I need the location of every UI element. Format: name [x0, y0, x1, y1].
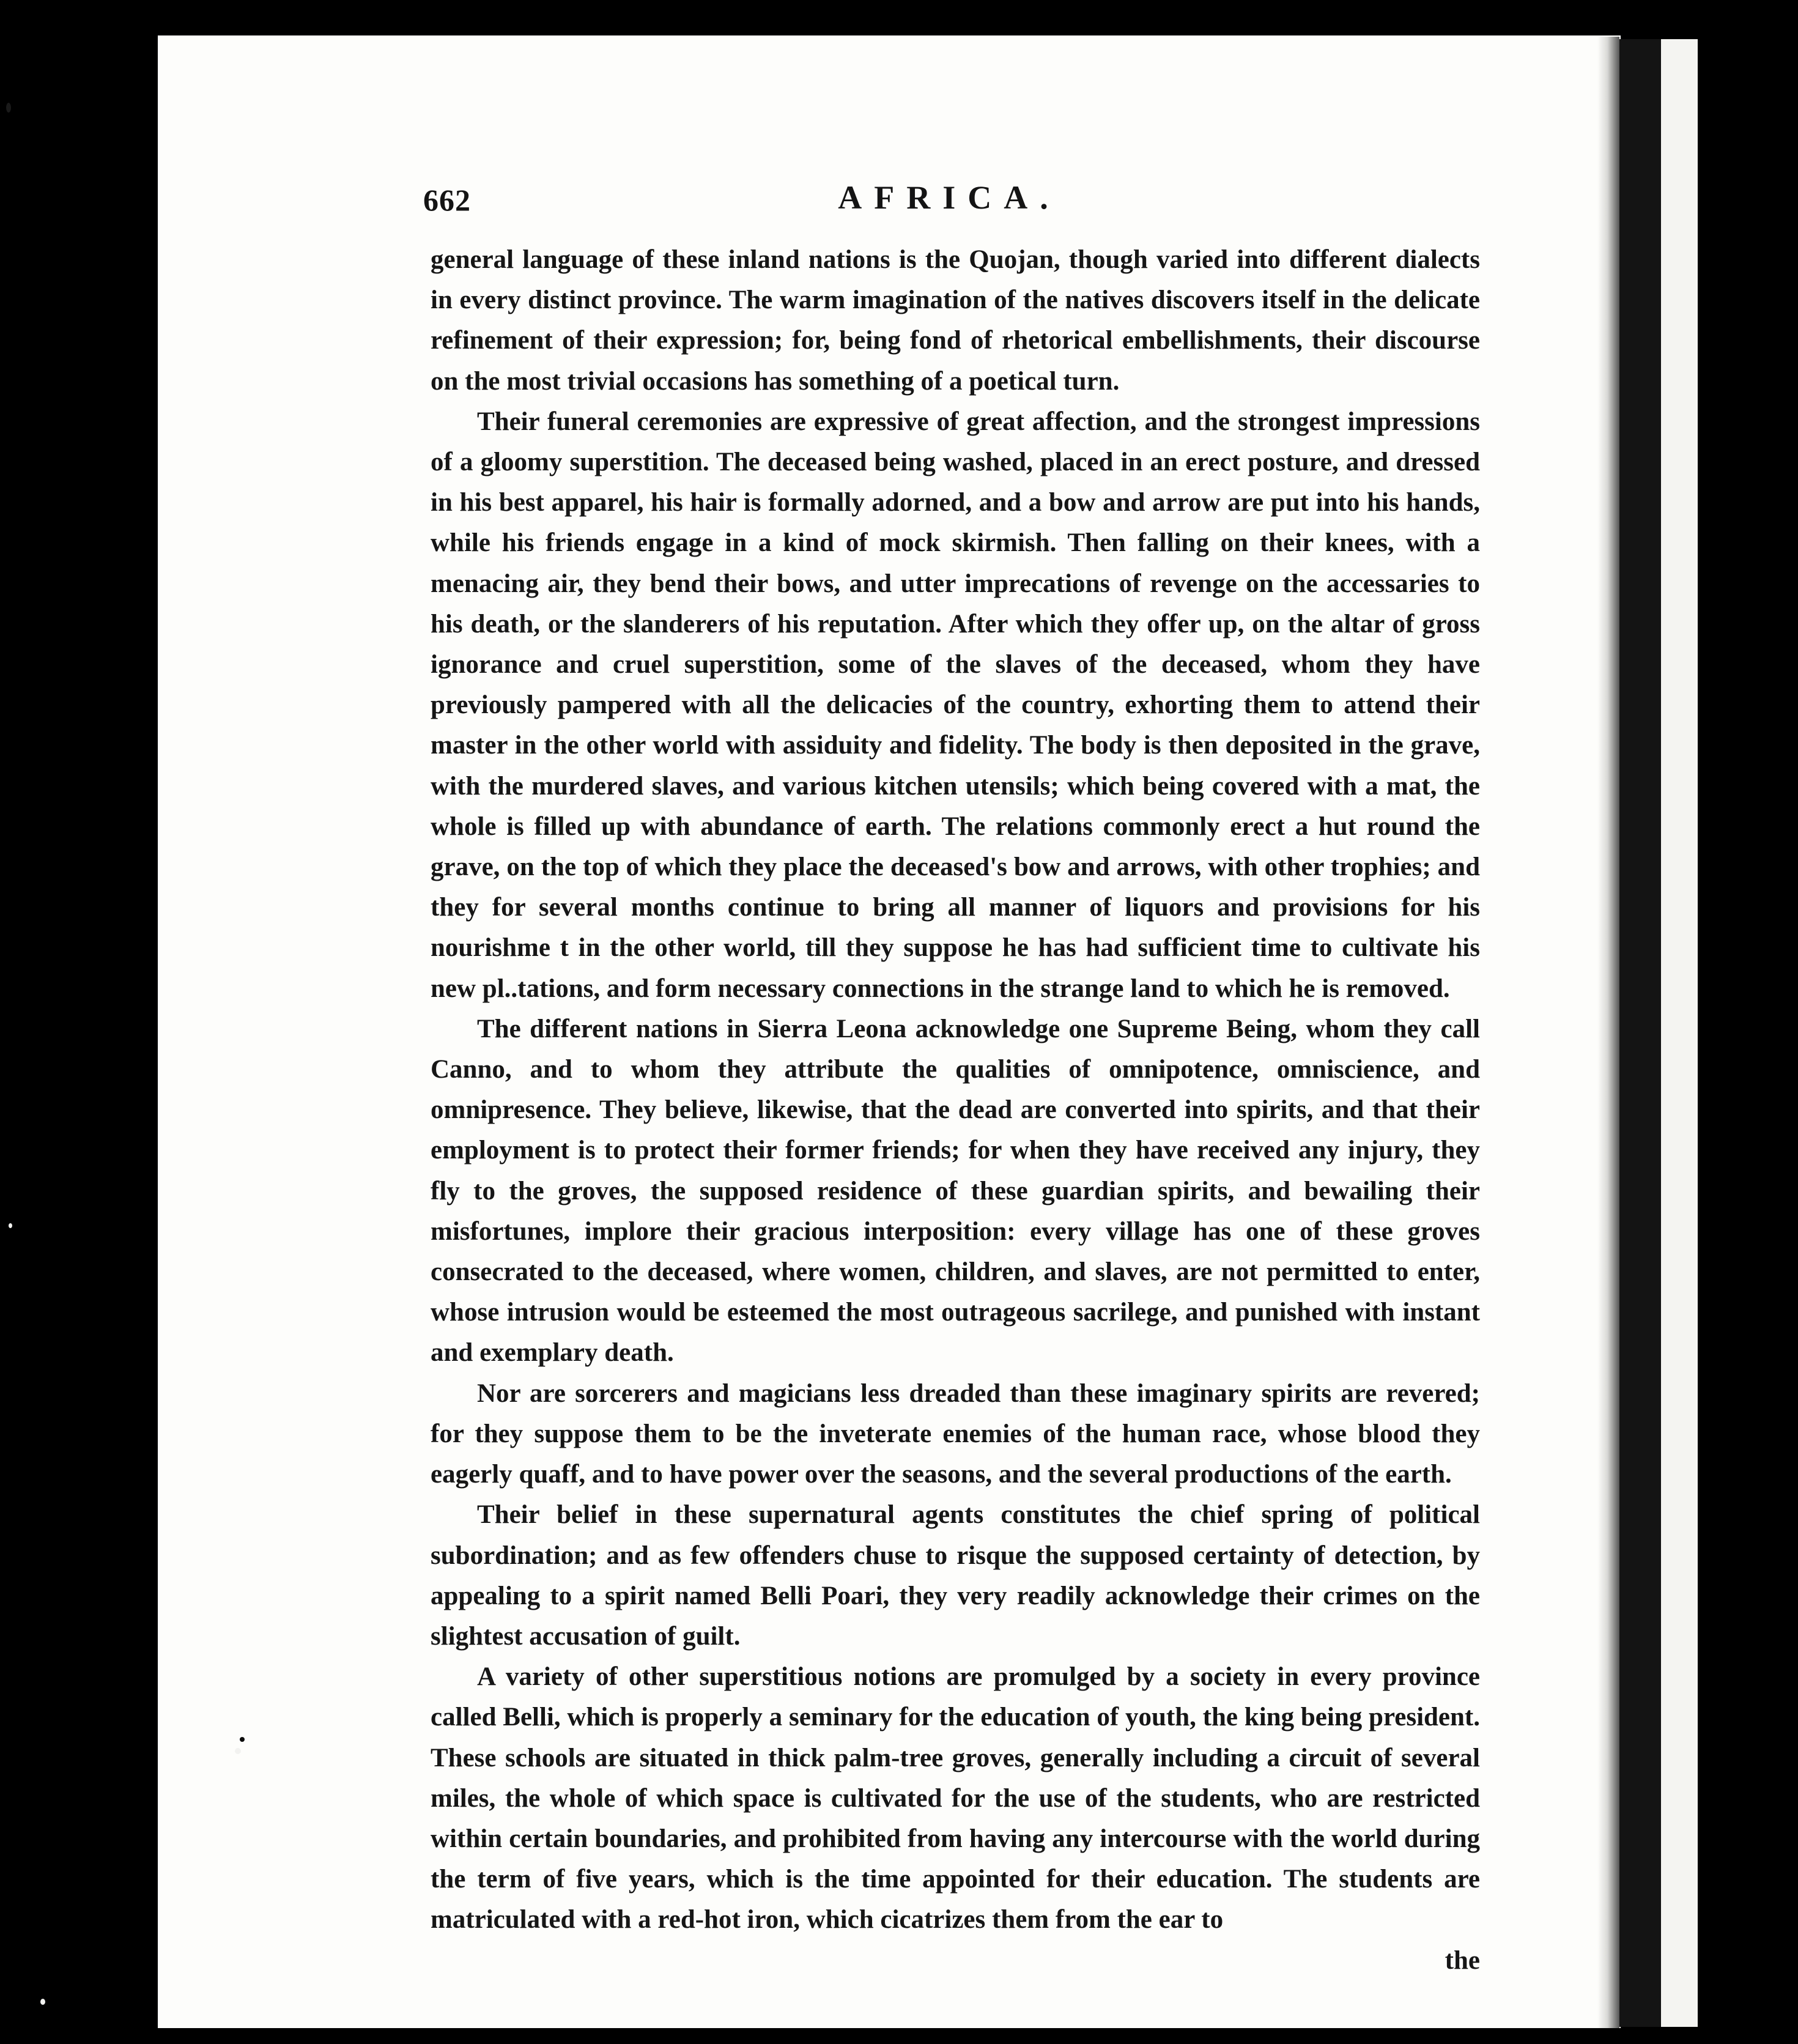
facing-page-margin [1661, 39, 1698, 2027]
gutter-shadow [1597, 37, 1619, 2028]
scan-speck [240, 1737, 245, 1742]
catchword-line [431, 1941, 1480, 1981]
paragraph-supreme-being: The different nations in Sierra Leona acknowledge one Supreme Being, whom they call Canno, and to whom they attribute the qualities of omnipotence, omniscience, and omnipresence. They believe, likewise, that the dead are converted into spirits, and that their employment is to protect their former friends; for when they have received any injury, they fly to the groves, the supposed residence of these guardian spirits, and bewailing their misfortunes, implore their gracious interposition: every village has one of these groves consecrated to the deceased, where women, children, and slaves, are not permitted to enter, whose intrusion would be esteemed the most outrageous sacrilege, and punished with instant and exemplary death. [431, 1014, 1480, 1368]
scan-speck [40, 1999, 45, 2005]
facing-page-edge [1619, 39, 1661, 2027]
running-head [423, 179, 1475, 237]
running-title: AFRICA. [838, 179, 1060, 216]
body-text [431, 240, 1480, 1981]
paragraph-sorcerers: Nor are sorcerers and magicians less dreaded than these imaginary spirits are revered; for they suppose them to be the inveterate enemies of the human race, whose blood they eagerly quaff, and to have power over the seasons, and the several productions of the earth. [431, 1379, 1480, 1489]
paragraph-supernatural-agents: Their belief in these supernatural agents constitutes the chief spring of political subordination; and as few offenders chuse to risque the supposed certainty of detection, by appealing to a spirit named Belli Poari, they very readily acknowledge their crimes on the slightest accusation of guilt. [431, 1500, 1480, 1651]
catchword: the [1445, 1946, 1480, 1975]
page-number: 662 [423, 183, 471, 217]
scan-speck [235, 1748, 241, 1754]
paragraph-continuation: general language of these inland nations is the Quojan, though varied into different dialects in every distinct province. The warm imagination of the natives discovers itself in the delicate refinement of their expression; for, being fond of rhetorical embellishments, their discourse on the most trivial occasions has something of a poetical turn. [431, 245, 1480, 396]
scan-speck [9, 1223, 12, 1228]
scan-speck [6, 103, 11, 113]
paragraph-belli-society: A variety of other superstitious notions are promulged by a society in every province called Belli, which is properly a seminary for the education of youth, the king being president. These schools are situated in thick palm-tree groves, generally including a circuit of several miles, the whole of which space is cultivated for the use of the students, who are restricted within certain boundaries, and prohibited from having any intercourse with the world during the term of five years, which is the time appointed for their education. The students are matriculated with a red-hot iron, which cicatrizes them from the ear to [431, 1662, 1480, 1935]
paragraph-funeral-ceremonies: Their funeral ceremonies are expressive of great affection, and the strongest impressions of a gloomy superstition. The deceased being washed, placed in an erect posture, and dressed in his best apparel, his hair is formally adorned, and a bow and arrow are put into his hands, while his friends engage in a kind of mock skirmish. Then falling on their knees, with a menacing air, they bend their bows, and utter imprecations of revenge on the accessaries to his death, or the slanderers of his reputation. After which they offer up, on the altar of gross ignorance and cruel superstition, some of the slaves of the deceased, whom they have previously pampered with all the delicacies of the country, exhorting them to attend their master in the other world with assiduity and fidelity. The body is then deposited in the grave, with the murdered slaves, and various kitchen utensils; which being covered with a mat, the whole is filled up with abundance of earth. The relations commonly erect a hut round the grave, on the top of which they place the deceased's bow and arrows, with other trophies; and they for several months continue to bring all manner of liquors and provisions for his nourishme t in the other world, till they suppose he has had sufficient time to cultivate his new pl..tations, and form necessary connections in the strange land to which he is removed. [431, 407, 1480, 1003]
